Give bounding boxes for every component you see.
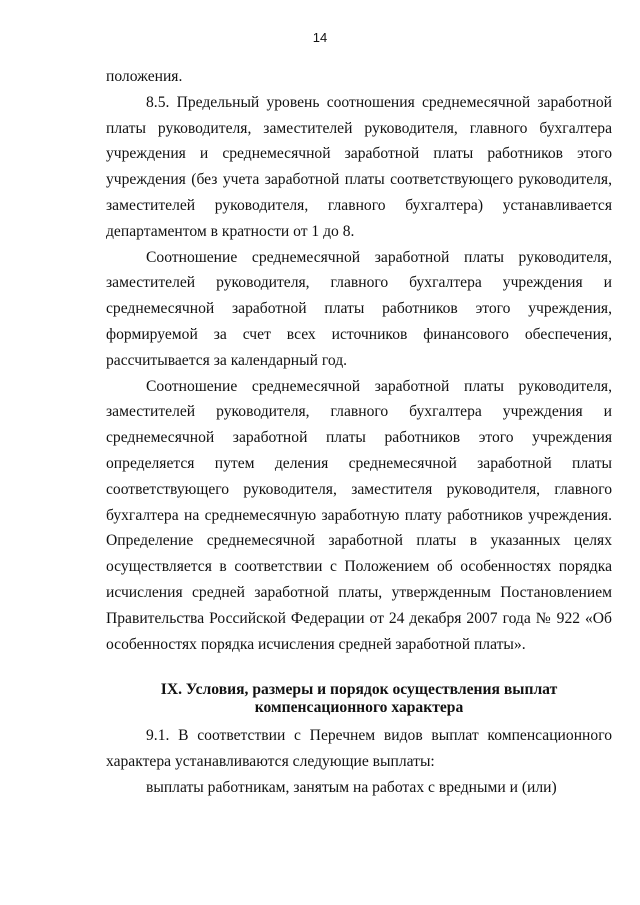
document-body	[106, 64, 612, 801]
paragraph-9-1: 9.1. В соответствии с Перечнем видов выплат компенсационного характера устанавливаются следующие выплаты:	[106, 727, 612, 771]
paragraph-continuation: положения.	[106, 68, 183, 85]
paragraph-payments-item: выплаты работникам, занятым на работах с вредными и (или)	[146, 778, 557, 796]
section-heading-line-2: компенсационного характера	[254, 699, 464, 717]
paragraph-ratio-calculation: Соотношение среднемесячной заработной платы руководителя, заместителей руководителя, главного бухгалтера учреждения и среднемесячной заработной платы работников этого учреждения, формируемой за счет всех источников финансового обеспечения, рассчитывается за календарный год.	[106, 248, 612, 369]
paragraph-8-5: 8.5. Предельный уровень соотношения среднемесячной заработной платы руководителя, заместителей руководителя, главного бухгалтера учреждения и среднемесячной заработной платы работников этого учреждения (без учета заработной платы соответствующего руководителя, заместителей руководителя, главного бухгалтера) устанавливается департаментом в кратности от 1 до 8.	[106, 93, 612, 240]
paragraph-ratio-definition: Соотношение среднемесячной заработной платы руководителя, заместителей руководителя, главного бухгалтера учреждения и среднемесячной заработной платы работников этого учреждения определяется путем деления среднемесячной заработной платы соответствующего руководителя, заместителя руководителя, главного бухгалтера на среднемесячную заработную плату работников учреждения. Определение среднемесячной заработной платы в указанных целях осуществляется в соответствии с Положением об особенностях порядка исчисления средней заработной платы, утвержденным Постановлением Правительства Российской Федерации от 24 декабря 2007 года № 922 «Об особенностях порядка исчисления средней заработной платы».	[106, 377, 612, 653]
section-heading-line-1: IX. Условия, размеры и порядок осуществления выплат	[160, 681, 558, 699]
page-number: 14	[312, 30, 328, 45]
section-heading	[106, 681, 612, 717]
